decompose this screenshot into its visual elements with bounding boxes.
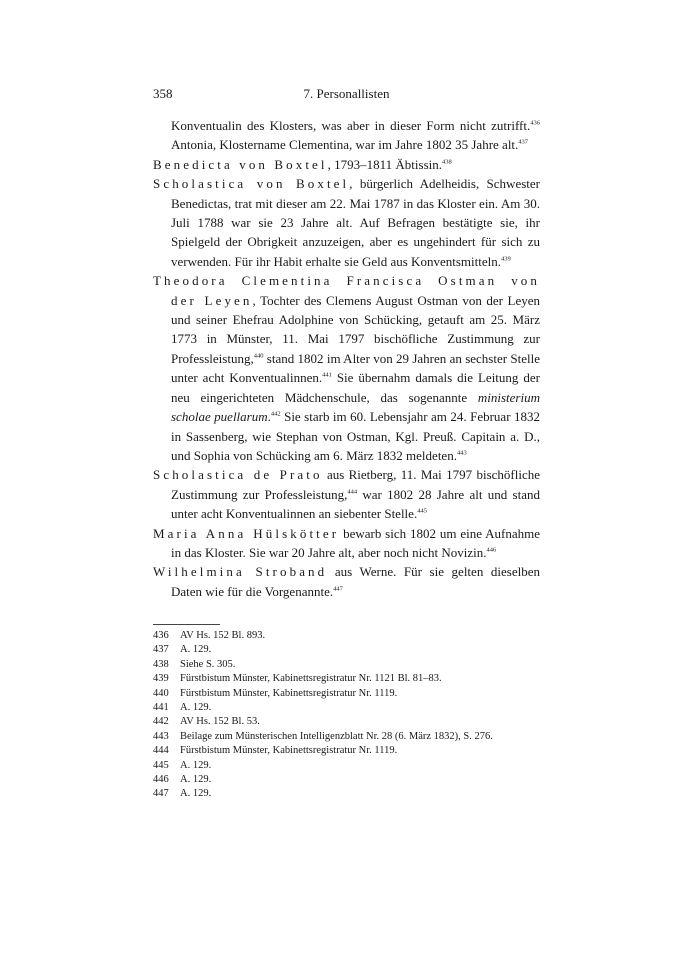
footnote-number: 446: [153, 774, 169, 786]
footnote-text: Siehe S. 305.: [180, 658, 236, 670]
footnote: [153, 658, 540, 672]
entry-text: , 1793–1811 Äbtissin.: [327, 156, 442, 172]
footnote-ref: 447: [333, 585, 343, 593]
person-entry: [153, 524, 540, 563]
footnote-ref: 441: [322, 371, 332, 379]
footnote-number: 440: [153, 687, 169, 699]
footnote-text: Beilage zum Münsterischen Intelligenzblatt Nr. 28 (6. März 1832), S. 276.: [180, 730, 493, 742]
footnotes-list: [153, 629, 540, 802]
entry-text: stand 1802 im Alter von 29 Jahren an sechster Stelle unter acht Konventualinnen.: [171, 350, 540, 386]
footnote-ref: 437: [518, 139, 529, 147]
footnote: [153, 773, 540, 787]
person-name: Wilhelmina Stroband: [153, 564, 328, 580]
person-name: Benedicta von Boxtel: [153, 156, 328, 172]
footnote-ref: 446: [486, 546, 497, 554]
continuation-paragraph: [153, 116, 540, 155]
person-entry: [153, 155, 540, 174]
continuation-text: Konventualin des Klosters, was aber in dieser Form nicht zutrifft.: [171, 118, 531, 133]
footnote-number: 442: [153, 716, 169, 728]
footnote-number: 438: [153, 658, 169, 670]
entry-text: Sie starb im 60. Lebensjahr am 24. Februar 1832 in Sassenberg, wie Stephan von Ostman, Kgl. Preuß. Capitain a. D., und Sophia von Schücking am 6. März 1832 meldeten.: [171, 409, 540, 463]
entry-text: aus Rietberg, 11. Mai 1797 bischöfliche Zustimmung zur Professleistung,: [171, 467, 540, 502]
footnote-text: Fürstbistum Münster, Kabinettsregistratur Nr. 1119.: [180, 745, 398, 757]
person-entry: [153, 271, 540, 465]
footnote: [153, 744, 540, 758]
footnote-text: AV Hs. 152 Bl. 893.: [180, 630, 266, 641]
footnote-separator: [153, 624, 220, 625]
entry-text: bewarb sich 1802 um eine Aufnahme in das Kloster. Sie war 20 Jahre alt, aber noch nicht Novizin.: [171, 525, 540, 560]
footnote-text: A. 129.: [180, 644, 212, 656]
footnote: [153, 701, 540, 715]
person-name: Scholastica von Boxtel: [153, 176, 350, 192]
footnote-text: Fürstbistum Münster, Kabinettsregistratur Nr. 1119.: [180, 687, 398, 699]
page-header: [153, 86, 540, 106]
entry-text: .: [267, 409, 271, 425]
footnote: [153, 672, 540, 686]
footnote-text: A. 129.: [180, 774, 212, 786]
entry-text: , bürgerlich Adelheidis, Schwester Benedictas, trat mit dieser am 22. Mai 1787 in das Kloster ein. Am 30. Juli 1788 war sie 23 Jahre alt. Auf Befragen bestätigte sie, ihr Spielgeld der Obrigkeit anzuzeigen, aber es ungehindert für sich zu verwenden. Für ihr Habit erhalte sie Geld aus Konventsmitteln.: [171, 176, 540, 269]
entry-text: war 1802 28 Jahre alt und stand unter acht Konventualinnen an siebenter Stelle.: [171, 486, 540, 522]
footnote-ref: 444: [347, 488, 358, 496]
footnote-number: 441: [153, 702, 169, 714]
footnote-ref: 440: [253, 352, 264, 360]
footnote-ref: 439: [500, 255, 511, 263]
footnote: [153, 715, 540, 729]
footnote: [153, 759, 540, 773]
person-entry: [153, 465, 540, 523]
footnote-text: A. 129.: [180, 788, 212, 800]
latin-term: ministerium scholae puellarum: [171, 389, 540, 425]
continuation-text: Antonia, Klostername Clementina, war im Jahre 1802 35 Jahre alt.: [171, 137, 519, 153]
footnote-number: 439: [153, 673, 169, 685]
footnote: [153, 730, 540, 744]
footnote-text: A. 129.: [180, 759, 212, 771]
person-name: Scholastica de Prato: [153, 467, 323, 483]
footnote-text: A. 129.: [180, 702, 212, 714]
person-entry: [153, 562, 540, 601]
footnote-number: 443: [153, 730, 169, 742]
person-name: Maria Anna Hülskötter: [153, 525, 340, 541]
footnote-text: Fürstbistum Münster, Kabinettsregistratur Nr. 1121 Bl. 81–83.: [180, 673, 442, 685]
footnote-number: 444: [153, 745, 169, 757]
person-name: Theodora Clementina Francisca Ostman von der Leyen: [153, 273, 540, 308]
footnote: [153, 629, 540, 643]
footnote-ref: 436: [530, 119, 540, 127]
entry-text: , Tochter des Clemens August Ostman von der Leyen und seiner Ehefrau Adolphine von Schücking, getauft am 25. März 1773 in Münster, 11. Mai 1797 bischöfliche Zustimmung zur Professleistung,: [171, 292, 540, 366]
running-head: 7. Personallisten: [303, 86, 390, 101]
entry-text: aus Werne. Für sie gelten dieselben Daten wie für die Vorgenannte.: [171, 564, 540, 599]
person-entry: [153, 174, 540, 271]
footnote-ref: 442: [270, 410, 281, 418]
footnote: [153, 643, 540, 657]
footnote: [153, 787, 540, 801]
footnote-ref: 443: [456, 449, 467, 457]
footnote-number: 447: [153, 788, 169, 800]
footnote-text: AV Hs. 152 Bl. 53.: [180, 716, 260, 728]
footnote-ref: 445: [417, 507, 427, 515]
entry-text: Sie übernahm damals die Leitung der neu eingerichteten Mädchenschule, das sogenannte: [171, 370, 540, 405]
footnote-number: 445: [153, 759, 169, 771]
footnote-ref: 438: [442, 158, 452, 166]
footnote-number: 437: [153, 644, 169, 656]
main-text: [153, 116, 540, 601]
page-number: 358: [153, 86, 173, 101]
footnote: [153, 687, 540, 701]
footnote-number: 436: [153, 630, 169, 641]
